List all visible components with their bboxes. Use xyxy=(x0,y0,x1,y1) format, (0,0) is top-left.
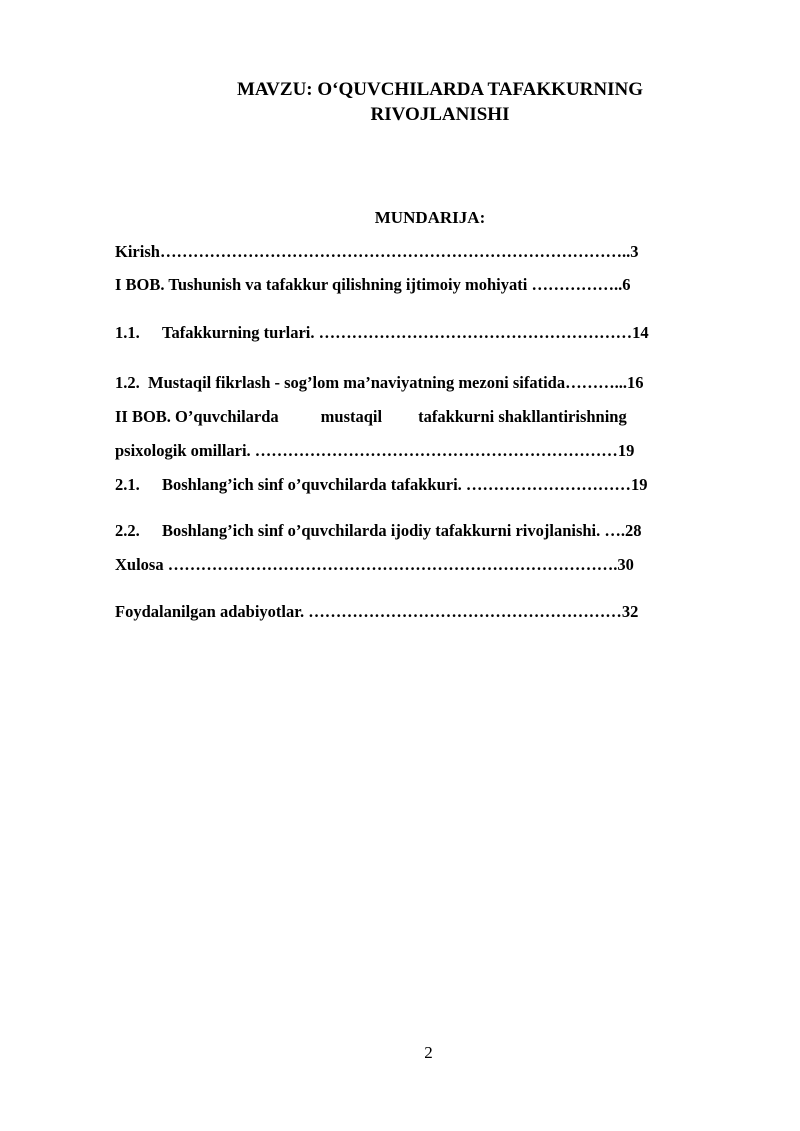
toc-entry-foydalanilgan-adabiyotlar xyxy=(115,601,735,623)
toc-entry-label: psixologik omillari. ………………………………………………………… xyxy=(115,441,618,460)
toc-entry-number: 2.1. xyxy=(115,475,140,494)
toc-entry-page: 19 xyxy=(630,475,648,494)
toc-entry-label: Xulosa ………………………………………………………………………. xyxy=(115,555,618,574)
document-title-line-2: RIVOJLANISHI xyxy=(370,104,510,125)
document-title-line-1: MAVZU: O‘QUVCHILARDA TAFAKKURNING xyxy=(236,79,644,100)
toc-entry-xulosa xyxy=(115,554,735,576)
toc-entry-number: 2.2. xyxy=(115,521,140,540)
toc-entry-label: I BOB. Tushunish va tafakkur qilishning ijtimoiy mohiyati …………….. xyxy=(115,275,623,294)
toc-entry-2-1 xyxy=(115,474,735,496)
toc-entry-bob-1 xyxy=(115,274,735,296)
page-number: 2 xyxy=(424,1043,433,1062)
toc-entry-label: Boshlang’ich sinf o’quvchilarda tafakkuri. ………………………… xyxy=(162,475,631,494)
toc-entry-label: Boshlang’ich sinf o’quvchilarda ijodiy tafakkurni rivojlanishi. …. xyxy=(162,521,626,540)
toc-entry-page: 19 xyxy=(617,441,635,460)
toc-entry-label: Tafakkurning turlari. ………………………………………………… xyxy=(162,323,633,342)
toc-entry-page: 32 xyxy=(621,602,639,621)
toc-entry-page: 28 xyxy=(625,521,642,540)
toc-entry-label: Mustaqil fikrlash - sog’lom ma’naviyatning mezoni sifatida………... xyxy=(148,373,627,392)
toc-entry-1-2 xyxy=(115,372,735,394)
toc-entry-label-part-3: tafakkurni shakllantirishning xyxy=(418,407,627,426)
toc-entry-leader: ………………………………………………………………………….. xyxy=(159,242,631,261)
toc-entry-page: 30 xyxy=(617,555,634,574)
toc-entry-1-1 xyxy=(115,322,735,344)
toc-entry-label: Kirish xyxy=(115,242,160,261)
toc-entry-page: 16 xyxy=(626,373,644,392)
toc-entry-label: Foydalanilgan adabiyotlar. ………………………………………………… xyxy=(115,602,622,621)
toc-entry-bob-2-line-1 xyxy=(115,406,735,428)
toc-entry-2-2 xyxy=(115,520,735,542)
toc-entry-number: 1.2. xyxy=(115,373,140,392)
table-of-contents-heading: MUNDARIJA: xyxy=(374,208,486,227)
toc-entry-number: 1.1. xyxy=(115,323,140,342)
toc-entry-page: 14 xyxy=(632,323,649,342)
toc-entry-page: 6 xyxy=(622,275,631,294)
toc-entry-kirish xyxy=(115,241,735,263)
toc-entry-bob-2-line-2 xyxy=(115,440,735,462)
toc-entry-label-part-1: II BOB. O’quvchilarda xyxy=(115,407,279,426)
toc-entry-label-part-2: mustaqil xyxy=(320,407,383,426)
toc-entry-page: 3 xyxy=(630,242,639,261)
